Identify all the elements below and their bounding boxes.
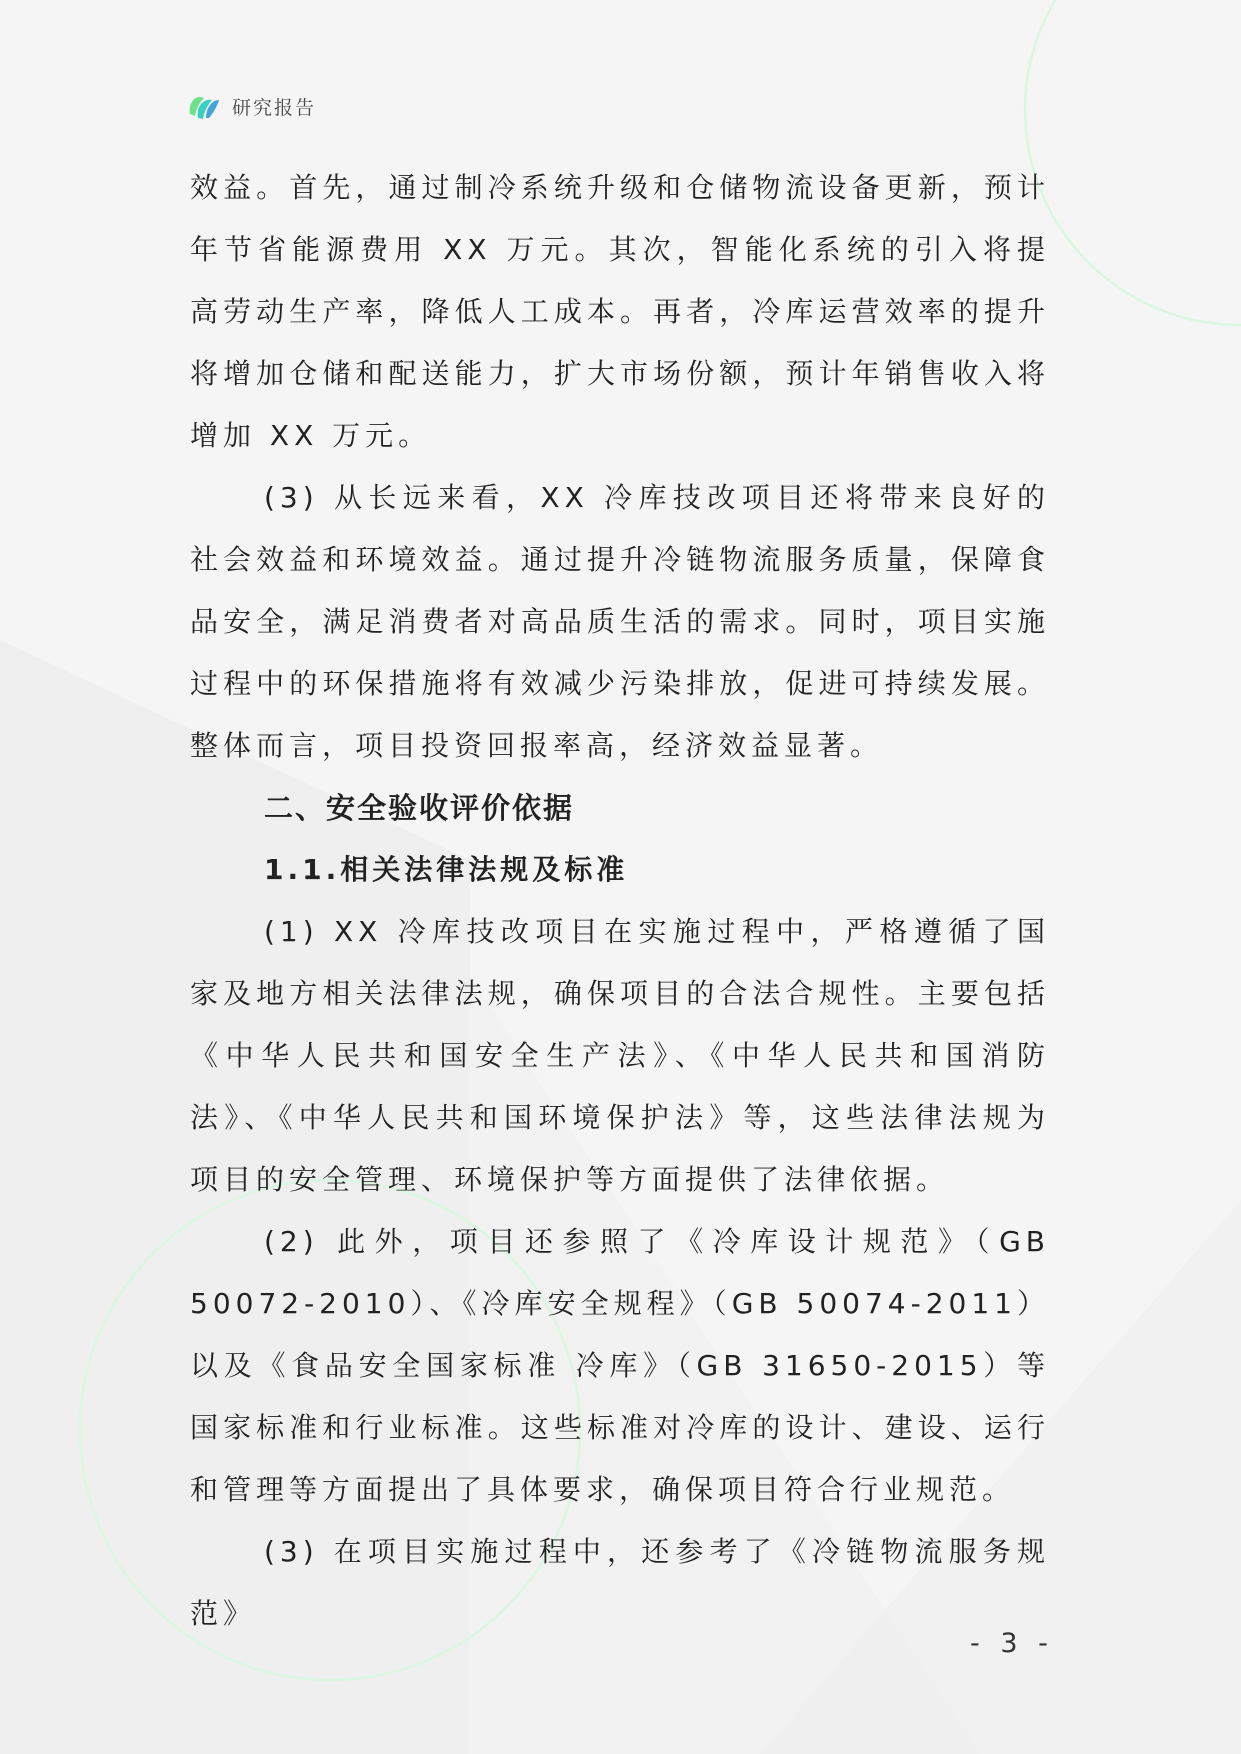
paragraph: (1) XX 冷库技改项目在实施过程中，严格遵循了国家及地方相关法律法规，确保项目的合法合规性。主要包括《中华人民共和国安全生产法》、《中华人民共和国消防法》、《中华人民共和国环境保护法》等，这些法律法规为项目的安全管理、环境保护等方面提供了法律依据。 xyxy=(190,915,1050,1196)
section-heading: 二、安全验收评价依据 xyxy=(264,791,575,825)
brand-leaf-logo-icon xyxy=(186,88,222,124)
document-body xyxy=(190,157,1050,1645)
paragraph: (3) 从长远来看，XX 冷库技改项目还将带来良好的社会效益和环境效益。通过提升冷链物流服务质量，保障食品安全，满足消费者对高品质生活的需求。同时，项目实施过程中的环保措施将有效减少污染排放，促进可持续发展。整体而言，项目投资回报率高，经济效益显著。 xyxy=(190,481,1050,762)
header-title: 研究报告 xyxy=(232,96,317,119)
page-number: - 3 - xyxy=(970,1628,1054,1659)
paragraph: 效益。首先，通过制冷系统升级和仓储物流设备更新，预计年节省能源费用 XX 万元。其次，智能化系统的引入将提高劳动生产率，降低人工成本。再者，冷库运营效率的提升将增加仓储和配送能力，扩大市场份额，预计年销售收入将增加 XX 万元。 xyxy=(190,171,1050,452)
paragraph: (2) 此外，项目还参照了《冷库设计规范》（GB 50072-2010）、《冷库安全规程》（GB 50074-2011）以及《食品安全国家标准 冷库》（GB 31650-2015）等国家标准和行业标准。这些标准对冷库的设计、建设、运行和管理等方面提出了具体要求，确保项目符合行业规范。 xyxy=(190,1225,1050,1506)
report-header xyxy=(186,88,316,124)
subsection-heading: 1.1.相关法律法规及标准 xyxy=(264,853,629,886)
paragraph: (3) 在项目实施过程中，还参考了《冷链物流服务规范》 xyxy=(190,1535,1050,1630)
